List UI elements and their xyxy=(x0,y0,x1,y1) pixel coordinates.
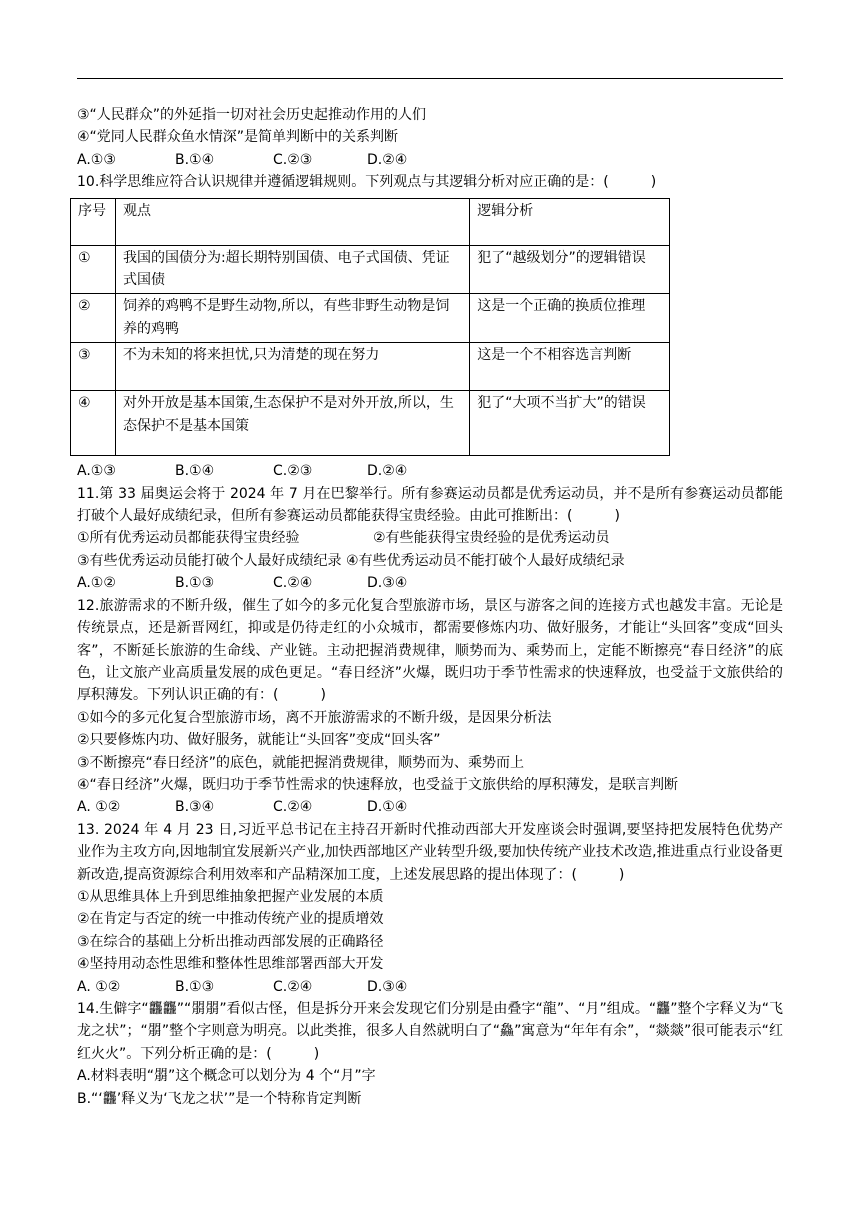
header-rule xyxy=(77,78,783,79)
q12-statement-4: ④“春日经济”火爆，既归功于季节性需求的快速释放，也受益于文旅供给的厚积薄发，是联言判断 xyxy=(77,776,679,793)
table-cell-analysis: 犯了“越级划分”的逻辑错误 xyxy=(470,245,670,294)
exam-page xyxy=(77,104,783,1110)
q11-stem: 11.第 33 届奥运会将于 2024 年 7 月在巴黎举行。所有参赛运动员都是优秀运动员，并不是所有参赛运动员都能打破个人最好成绩纪录，但所有参赛运动员都能获得宝贵经验。由此可推断出：( ) xyxy=(77,485,783,525)
table-cell-analysis: 这是一个不相容选言判断 xyxy=(470,343,670,391)
option-b: B.①③ xyxy=(175,575,215,592)
q12-options xyxy=(77,796,783,818)
statement-3: ③有些优秀运动员能打破个人最好成绩纪录 xyxy=(77,552,342,569)
q13-options xyxy=(77,976,783,998)
table-header-row xyxy=(71,198,670,245)
option-c: C.②④ xyxy=(273,575,313,592)
q14-option-b: B.“‘龘’释义为‘飞龙之状’”是一个特称肯定判断 xyxy=(77,1090,362,1107)
table-cell-analysis: 犯了“大项不当扩大”的错误 xyxy=(470,391,670,456)
option-a: A. ①② xyxy=(77,799,121,816)
option-d: D.②④ xyxy=(367,151,408,168)
q10-options xyxy=(77,460,783,482)
table-row xyxy=(71,343,670,391)
option-c: C.②④ xyxy=(273,978,313,995)
q12-statement-1: ①如今的多元化复合型旅游市场，离不开旅游需求的不断升级，是因果分析法 xyxy=(77,709,552,726)
table-cell-no: ② xyxy=(71,294,116,343)
option-c: C.②③ xyxy=(273,151,313,168)
q9-statement-4: ④“党同人民群众鱼水情深”是简单判断中的关系判断 xyxy=(77,129,399,146)
statement-4: ④有些优秀运动员不能打破个人最好成绩纪录 xyxy=(346,552,625,569)
table-cell-no: ④ xyxy=(71,391,116,456)
option-a: A.①② xyxy=(77,575,116,592)
option-b: B.①④ xyxy=(175,151,215,168)
q10-stem: 10.科学思维应符合认识规律并遵循逻辑规则。下列观点与其逻辑分析对应正确的是：( ) xyxy=(77,174,657,191)
option-a: A. ①② xyxy=(77,978,121,995)
q11-statements-row-1 xyxy=(77,527,783,549)
option-b: B.①③ xyxy=(175,978,215,995)
table-cell-view: 我国的国债分为:超长期特别国债、电子式国债、凭证式国债 xyxy=(115,245,469,294)
q13-statement-4: ④坚持用动态性思维和整体性思维部署西部大开发 xyxy=(77,956,384,973)
option-c: C.②④ xyxy=(273,799,313,816)
q13-statement-1: ①从思维具体上升到思维抽象把握产业发展的本质 xyxy=(77,888,384,905)
option-d: D.③④ xyxy=(367,978,408,995)
option-a: A.①③ xyxy=(77,463,116,480)
q11-statements-row-2 xyxy=(77,550,783,572)
q13-statement-2: ②在肯定与否定的统一中推动传统产业的提质增效 xyxy=(77,911,384,928)
header-cell: 观点 xyxy=(115,198,469,245)
q10-table xyxy=(70,198,670,457)
option-d: D.③④ xyxy=(367,575,408,592)
q13-statement-3: ③在综合的基础上分析出推动西部发展的正确路径 xyxy=(77,933,384,950)
option-d: D.②④ xyxy=(367,463,408,480)
header-cell: 逻辑分析 xyxy=(470,198,670,245)
q9-statement-3: ③“人民群众”的外延指一切对社会历史起推动作用的人们 xyxy=(77,107,427,123)
q11-options xyxy=(77,572,783,594)
q14-option-a: A.材料表明“朤”这个概念可以划分为 4 个“月”字 xyxy=(77,1068,376,1085)
table-cell-view: 不为未知的将来担忧,只为清楚的现在努力 xyxy=(115,343,469,391)
table-row xyxy=(71,245,670,294)
table-cell-no: ③ xyxy=(71,343,116,391)
q12-statement-3: ③不断擦亮“春日经济”的底色，就能把握消费规律，顺势而为、乘势而上 xyxy=(77,754,525,771)
table-row xyxy=(71,391,670,456)
q14-stem: 14.生僻字“龘龘”“朤朤”看似古怪，但是拆分开来会发现它们分别是由叠字“龍”、“月”组成。“龘”整个字释义为“飞龙之状”；“朤”整个字则意为明亮。以此类推，很多人自然就明白了“鱻”寓意为“年年有余”，“燚燚”很可能表示“红红火火”。下列分析正确的是：( ) xyxy=(77,1001,783,1062)
table-cell-no: ① xyxy=(71,245,116,294)
option-b: B.③④ xyxy=(175,799,215,816)
q13-stem: 13. 2024 年 4 月 23 日,习近平总书记在主持召开新时代推动西部大开发座谈会时强调,要坚持把发展特色优势产业作为主攻方向,因地制宜发展新兴产业,加快西部地区产业转型升级,要加快传统产业技术改造,推进重点行业设备更新改造,提高资源综合利用效率和产品精深加工度，上述发展思路的提出体现了：( ) xyxy=(77,821,783,883)
q12-statement-2: ②只要修炼内功、做好服务，就能让“头回客”变成“回头客” xyxy=(77,732,441,749)
table-cell-view: 对外开放是基本国策,生态保护不是对外开放,所以，生态保护不是基本国策 xyxy=(115,391,469,456)
q9-options xyxy=(77,149,783,171)
header-cell: 序号 xyxy=(71,198,116,245)
table-cell-view: 饲养的鸡鸭不是野生动物,所以，有些非野生动物是饲养的鸡鸭 xyxy=(115,294,469,343)
option-b: B.①④ xyxy=(175,463,215,480)
table-row xyxy=(71,294,670,343)
statement-2: ②有些能获得宝贵经验的是优秀运动员 xyxy=(373,530,610,547)
option-a: A.①③ xyxy=(77,151,116,168)
option-d: D.①④ xyxy=(367,799,408,816)
statement-1: ①所有优秀运动员都能获得宝贵经验 xyxy=(77,530,300,547)
table-cell-analysis: 这是一个正确的换质位推理 xyxy=(470,294,670,343)
q12-stem: 12.旅游需求的不断升级，催生了如今的多元化复合型旅游市场，景区与游客之间的连接方式也越发丰富。无论是传统景点，还是新晋网红，抑或是仍待走红的小众城市，都需要修炼内功、做好服务，才能让“头回客”变成“回头客”，不断延长旅游的生命线、产业链。主动把握消费规律，顺势而为、乘势而上，定能不断擦亮“春日经济”的底色，让文旅产业高质量发展的成色更足。“春日经济”火爆，既归功于季节性需求的快速释放，也受益于文旅供给的厚积薄发。下列认识正确的有：( ) xyxy=(77,597,783,704)
option-c: C.②③ xyxy=(273,463,313,480)
